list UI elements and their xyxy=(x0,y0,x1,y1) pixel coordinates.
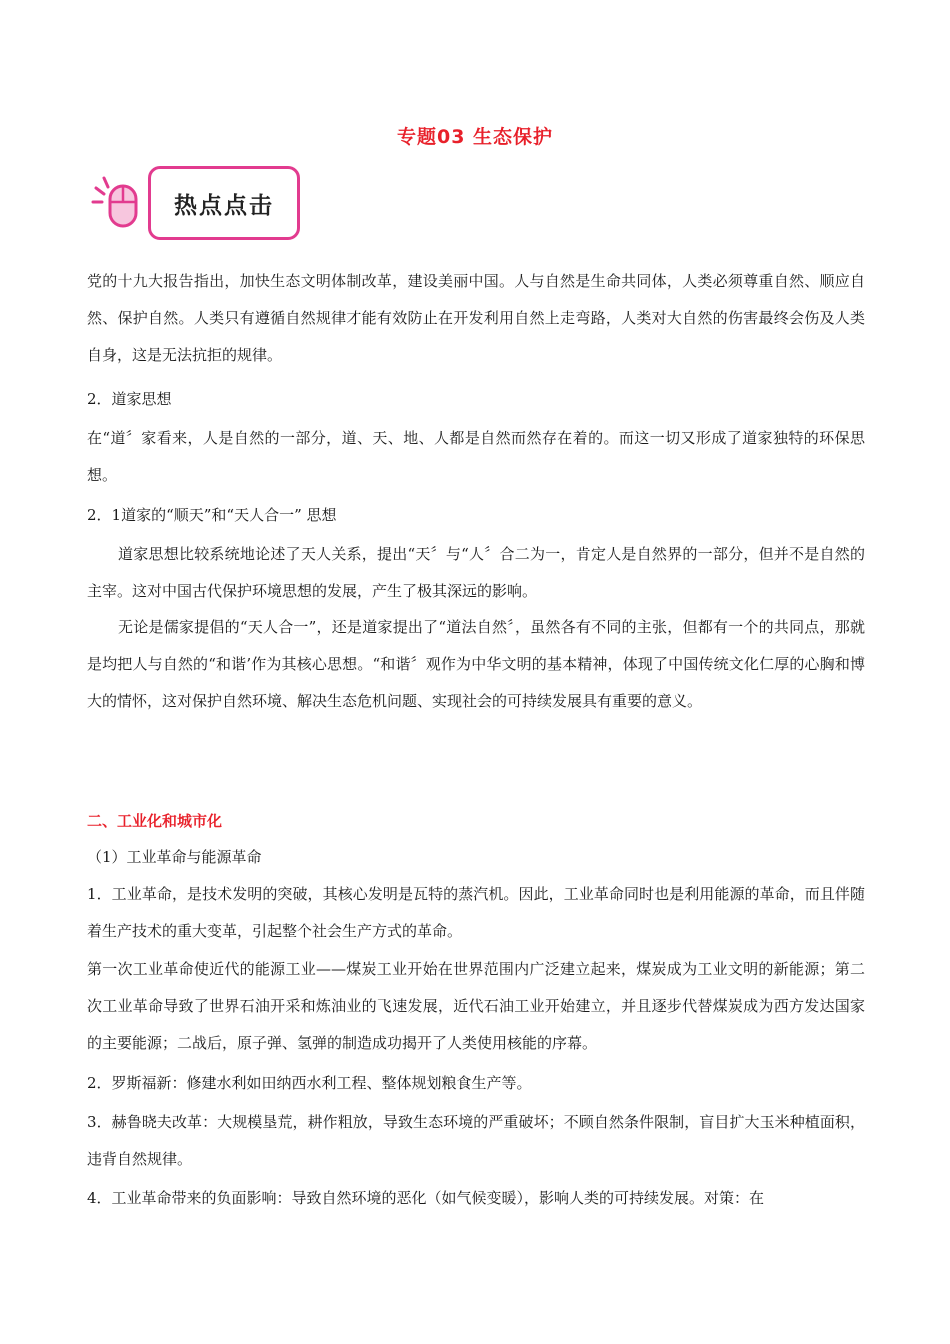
negative-impact-paragraph: 4．工业革命带来的负面影响：导致自然环境的恶化（如气候变暖），影响人类的可持续发展。对策：在 xyxy=(87,1189,765,1207)
badge-label: 热点点击 xyxy=(174,192,274,219)
page-title: 专题03 生态保护 xyxy=(396,126,554,148)
mouse-icon xyxy=(90,174,146,234)
daoist-heading: 2．道家思想 xyxy=(87,390,172,408)
industrial-revolution-paragraph: 1．工业革命，是技术发明的突破，其核心发明是瓦特的蒸汽机。因此，工业革命同时也是利用能源的革命，而且伴随着生产技术的重大变革，引起整个社会生产方式的革命。 xyxy=(87,885,865,940)
khrushchev-paragraph: 3．赫鲁晓夫改革：大规模垦荒，耕作粗放，导致生态环境的严重破坏；不顾自然条件限制，盲目扩大玉米种植面积，违背自然规律。 xyxy=(87,1113,865,1168)
intro-paragraph: 党的十九大报告指出，加快生态文明体制改革，建设美丽中国。人与自然是生命共同体，人类必须尊重自然、顺应自然、保护自然。人类只有遵循自然规律才能有效防止在开发利用自然上走弯路，人类对大自然的伤害最终会伤及人类自身，这是无法抗拒的规律。 xyxy=(87,272,865,364)
hotspot-badge xyxy=(86,160,308,248)
badge-frame xyxy=(148,166,300,240)
tianren-paragraph: 道家思想比较系统地论述了天人关系，提出“天〞与“人〞合二为一，肯定人是自然界的一部分，但并不是自然的主宰。这对中国古代保护环境思想的发展，产生了极其深远的影响。 xyxy=(87,545,865,600)
harmony-paragraph: 无论是儒家提倡的“天人合一”，还是道家提出了“道法自然〞，虽然各有不同的主张，但都有一个的共同点，那就是均把人与自然的“和谐’作为其核心思想。“和谐〞观作为中华文明的基本精神，体现了中国传统文化仁厚的心胸和博大的情怀，这对保护自然环境、解决生态危机问题、实现社会的可持续发展具有重要的意义。 xyxy=(87,618,865,710)
daoist-subheading: 2．1道家的“顺天”和“天人合一” 思想 xyxy=(87,506,337,524)
roosevelt-paragraph: 2．罗斯福新：修建水利如田纳西水利工程、整体规划粮食生产等。 xyxy=(87,1074,532,1092)
energy-history-paragraph: 第一次工业革命使近代的能源工业——煤炭工业开始在世界范围内广泛建立起来，煤炭成为工业文明的新能源；第二次工业革命导致了世界石油开采和炼油业的飞速发展，近代石油工业开始建立，并且逐步代替煤炭成为西方发达国家的主要能源；二战后，原子弹、氢弹的制造成功揭开了人类使用核能的序幕。 xyxy=(87,960,865,1052)
daoist-paragraph: 在“道〞家看来，人是自然的一部分，道、天、地、人都是自然而然存在着的。而这一切又形成了道家独特的环保思想。 xyxy=(87,429,865,484)
section-heading-industrialization: 二、工业化和城市化 xyxy=(87,812,223,830)
industrial-energy-heading: （1）工业革命与能源革命 xyxy=(87,848,262,866)
